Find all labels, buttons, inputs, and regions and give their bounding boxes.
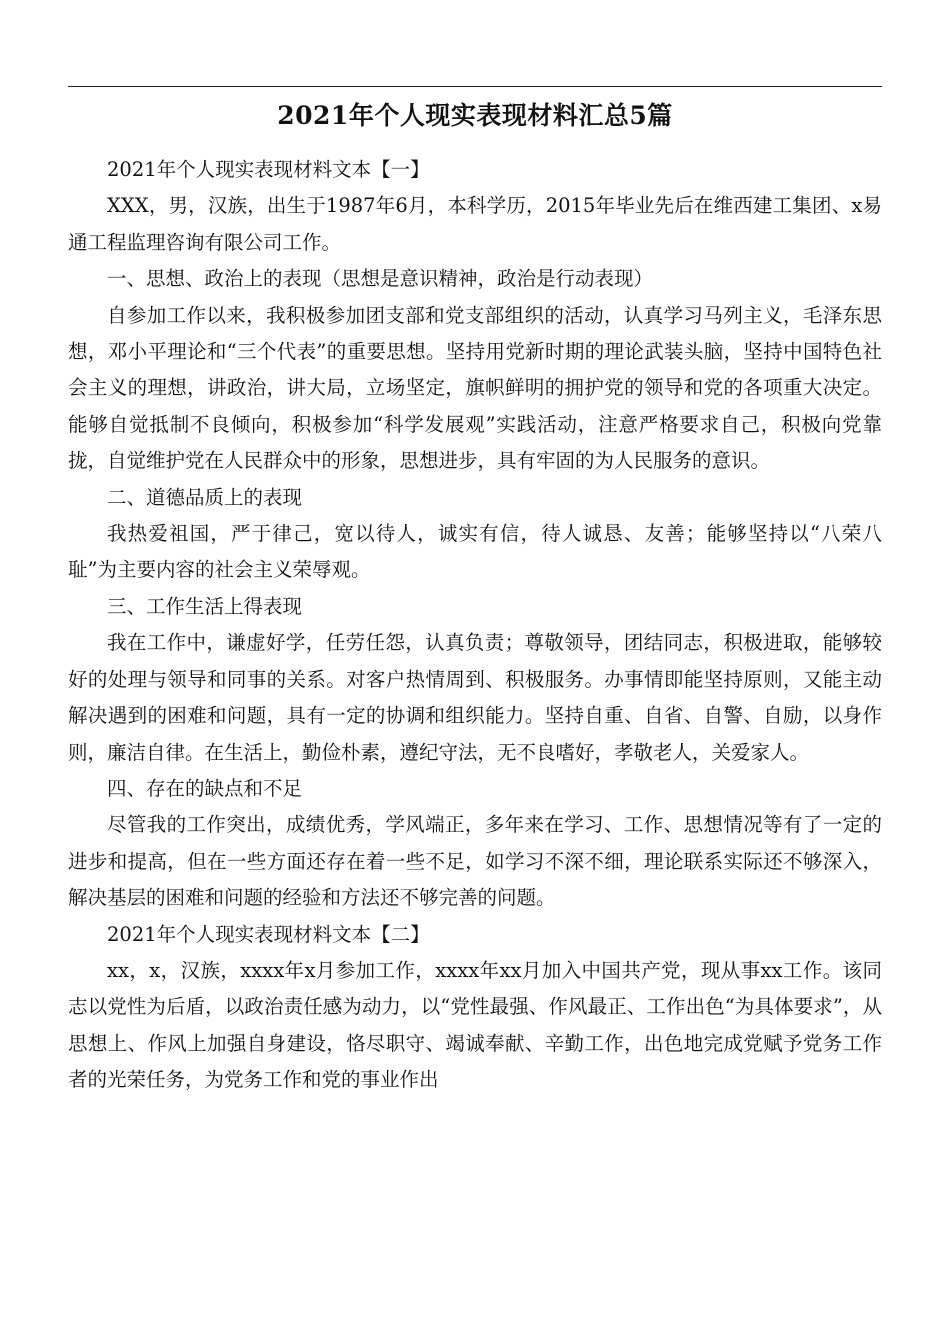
section-heading-2: 2021年个人现实表现材料文本【二】 bbox=[107, 922, 430, 946]
document-title: 2021年个人现实表现材料汇总5篇 bbox=[277, 101, 673, 130]
paragraph: 我在工作中，谦虚好学，任劳任怨，认真负责；尊敬领导，团结同志，积极进取，能够较好的处理与领导和同事的关系。对客户热情周到、积极服务。办事情即能坚持原则，又能主动解决遇到的困难和问题，具有一定的协调和组织能力。坚持自重、自省、自警、自励，以身作则，廉洁自律。在生活上，勤俭朴素，遵纪守法，无不良嗜好，孝敬老人，关爱家人。 bbox=[68, 631, 882, 764]
paragraph: XXX，男，汉族，出生于1987年6月，本科学历，2015年毕业先后在维西建工集团、x易通工程监理咨询有限公司工作。 bbox=[68, 194, 882, 254]
paragraph: xx，x，汉族，xxxx年x月参加工作，xxxx年xx月加入中国共产党，现从事xx工作。该同志以党性为后盾，以政治责任感为动力，以“党性最强、作风最正、工作出色“为具体要求”，从思想上、作风上加强自身建设，恪尽职守、竭诚奉献、辛勤工作，出色地完成党赋予党务工作者的光荣任务，为党务工作和党的事业作出 bbox=[68, 958, 882, 1092]
paragraph: 尽管我的工作突出，成绩优秀，学风端正，多年来在学习、工作、思想情况等有了一定的进步和提高，但在一些方面还存在着一些不足，如学习不深不细，理论联系实际还不够深入，解决基层的困难和问题的经验和方法还不够完善的问题。 bbox=[68, 813, 882, 910]
section-heading-1: 2021年个人现实表现材料文本【一】 bbox=[107, 158, 430, 181]
document-body bbox=[68, 152, 882, 1099]
paragraph: 自参加工作以来，我积极参加团支部和党支部组织的活动，认真学习马列主义，毛泽东思想，邓小平理论和“三个代表”的重要思想。坚持用党新时期的理论武装头脑，坚持中国特色社会主义的理想，讲政治，讲大局，立场坚定，旗帜鲜明的拥护党的领导和党的各项重大决定。能够自觉抵制不良倾向，积极参加“科学发展观”实践活动，注意严格要求自己，积极向党靠拢，自觉维护党在人民群众中的形象，思想进步，具有牢固的为人民服务的意识。 bbox=[68, 303, 882, 473]
subheading: 三、工作生活上得表现 bbox=[107, 594, 303, 618]
subheading: 一、思想、政治上的表现（思想是意识精神，政治是行动表现） bbox=[107, 267, 654, 291]
header-rule bbox=[68, 86, 882, 87]
subheading: 四、存在的缺点和不足 bbox=[107, 776, 303, 800]
paragraph: 我热爱祖国，严于律己，宽以待人，诚实有信，待人诚恳、友善；能够坚持以“八荣八耻”为主要内容的社会主义荣辱观。 bbox=[68, 522, 882, 582]
subheading: 二、道德品质上的表现 bbox=[107, 485, 303, 509]
